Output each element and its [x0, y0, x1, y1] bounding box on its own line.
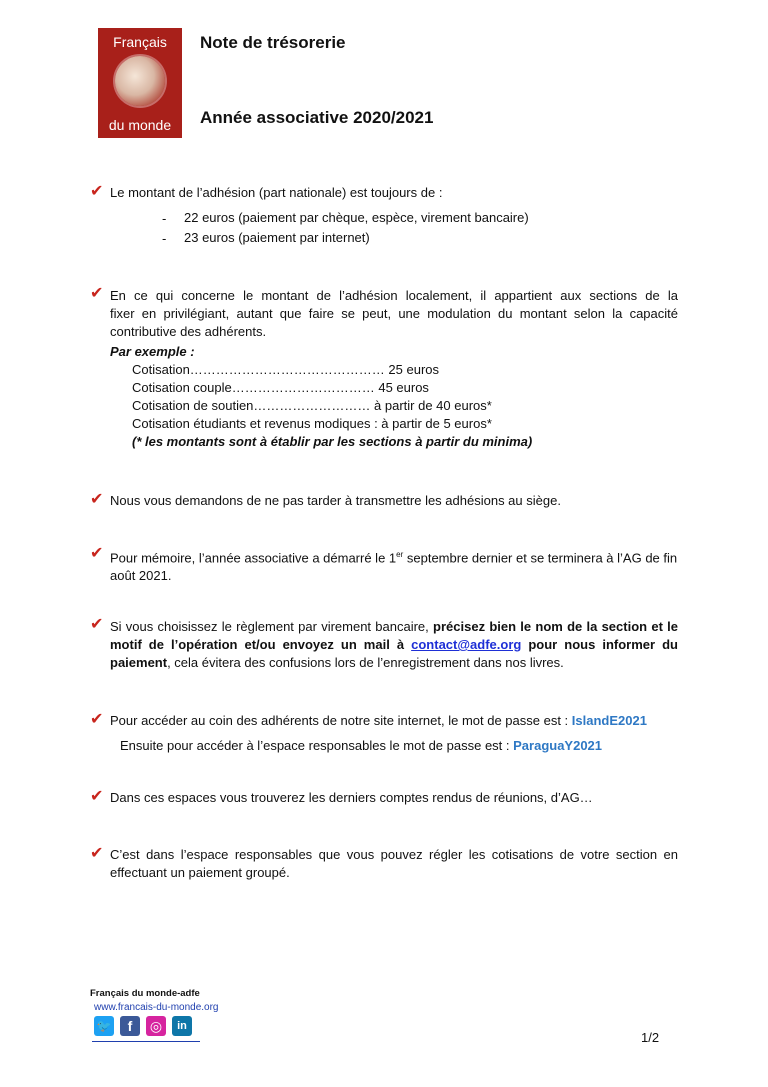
section-2-paragraph [110, 287, 678, 341]
list-bullet: - [162, 231, 167, 246]
section-3-text: Nous vous demandons de ne pas tarder à transmettre les adhésions au siège. [110, 493, 561, 508]
example-note: (* les montants sont à établir par les sections à partir du minima) [132, 434, 533, 449]
section-8-line-2: effectuant un paiement groupé. [110, 865, 290, 880]
page-number: 1/2 [641, 1030, 660, 1045]
section-7-text: Dans ces espaces vous trouverez les derniers comptes rendus de réunions, d’AG… [110, 790, 593, 805]
checkmark-icon: ✔ [90, 285, 104, 302]
section-8-paragraph [110, 846, 678, 882]
francais-du-monde-logo [98, 28, 182, 138]
password-member-area: IslandE2021 [571, 713, 647, 728]
list-bullet: - [162, 211, 167, 226]
password-managers-area: ParaguaY2021 [513, 738, 603, 753]
section-4-paragraph [110, 546, 678, 585]
footer-organization: Français du monde-adfe [90, 988, 200, 999]
checkmark-icon: ✔ [90, 491, 104, 508]
checkmark-icon: ✔ [90, 711, 104, 728]
footer-website-link[interactable]: www.francais-du-monde.org [94, 1002, 219, 1013]
checkmark-icon: ✔ [90, 845, 104, 862]
section-5-bold-1: précisez bien le nom de la section et le motif de l’opération et/ou envoyez un mail à [110, 619, 678, 652]
section-5-paragraph [110, 618, 678, 672]
section-1-text: Le montant de l’adhésion (part nationale) est toujours de : [110, 185, 443, 200]
section-8-line-1: C’est dans l’espace responsables que vous pouvez régler les cotisations de votre section en [110, 847, 678, 862]
section-6-text-1: Pour accéder au coin des adhérents de notre site internet, le mot de passe est : [110, 713, 572, 728]
section-2-line-3: contributive des adhérents. [110, 324, 267, 339]
logo-text-bottom: du monde [108, 117, 172, 133]
example-row: Cotisation couple…………………………… 45 euros [132, 380, 429, 395]
instagram-icon[interactable]: ◎ [146, 1016, 166, 1036]
section-6-line-1 [110, 712, 647, 730]
example-row: Cotisation……………………………………… 25 euros [132, 362, 440, 377]
example-row: Cotisation étudiants et revenus modiques : à partir de 5 euros* [132, 416, 492, 431]
section-4-text-b: septembre dernier et se terminera à l’AG de fin [403, 550, 678, 566]
document-subtitle: Année associative 2020/2021 [200, 108, 434, 127]
section-5-bold-2: pour nous informer du paiement [110, 637, 678, 670]
checkmark-icon: ✔ [90, 183, 104, 200]
section-6-text-2: Ensuite pour accéder à l’espace responsables le mot de passe est : [120, 738, 514, 753]
checkmark-icon: ✔ [90, 545, 104, 562]
section-2-line-1: En ce qui concerne le montant de l’adhésion localement, il appartient aux sections de la [110, 288, 678, 303]
section-4-line-2: août 2021. [110, 568, 172, 584]
globe-icon [115, 56, 165, 106]
logo-text-top: Français [113, 34, 167, 50]
linkedin-icon[interactable]: in [172, 1016, 192, 1036]
section-2-line-2: fixer en privilégiant, autant que faire se peut, une modulation du montant selon la capacité [110, 306, 678, 321]
section-4-text-a: Pour mémoire, l’année associative a démarré le 1 [110, 550, 397, 566]
email-link[interactable]: contact@adfe.org [411, 637, 522, 652]
section-5-text-2: , cela évitera des confusions lors de l’enregistrement dans nos livres. [167, 655, 564, 670]
checkmark-icon: ✔ [90, 788, 104, 805]
checkmark-icon: ✔ [90, 616, 104, 633]
facebook-icon[interactable]: f [120, 1016, 140, 1036]
section-5-text-1: Si vous choisissez le règlement par virement bancaire, [110, 619, 434, 634]
twitter-icon[interactable]: 🐦 [94, 1016, 114, 1036]
superscript: er [396, 550, 404, 559]
example-label: Par exemple : [110, 344, 195, 359]
document-title: Note de trésorerie [200, 33, 346, 52]
footer-divider [92, 1041, 200, 1042]
example-rows [132, 361, 532, 451]
list-item: 23 euros (paiement par internet) [184, 230, 370, 245]
section-6-line-2 [120, 737, 602, 755]
example-row: Cotisation de soutien……………………… à partir de 40 euros* [132, 398, 492, 413]
social-icons [94, 1016, 192, 1036]
list-item: 22 euros (paiement par chèque, espèce, virement bancaire) [184, 210, 529, 225]
